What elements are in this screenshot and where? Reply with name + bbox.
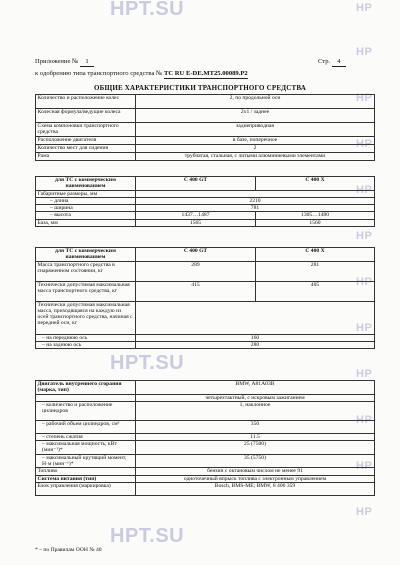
table-row (36, 261, 375, 281)
row-label: – количество и расположение цилиндров (36, 401, 136, 420)
row-label: Технически допустимая максимальная масса, приходящаяся на каждую из осей транспортного средства, начиная с передней оси, кг (36, 301, 136, 334)
table-row (36, 475, 375, 482)
table-row (36, 281, 375, 301)
header-label: для ТС с коммерческим наименованием (36, 177, 136, 191)
table-row (36, 109, 375, 123)
row-label: – степень сжатия (36, 433, 136, 440)
row-label: База, мм (36, 219, 136, 226)
table-row (36, 205, 375, 212)
row-value: заднеприводная (136, 123, 375, 137)
appendix-number: 1 (80, 58, 94, 67)
table-row (36, 482, 375, 495)
watermark-middle: HPT.SU (110, 352, 185, 374)
row-value: 2 (136, 145, 375, 153)
table-row (36, 441, 375, 455)
row-label: – на заднюю ось (36, 341, 136, 348)
table-row (36, 401, 375, 420)
model-header: C 400 X (256, 248, 375, 262)
row-value: 2210 (136, 197, 375, 204)
row-value: 289 (136, 261, 256, 281)
row-value: бензин с октановым числом не менее 91 (136, 468, 375, 475)
row-value: 281 (256, 261, 375, 281)
watermark-side: HP (356, 460, 373, 472)
table-row (36, 219, 375, 226)
row-label: Топливо (36, 468, 136, 475)
appendix-line (35, 58, 94, 67)
table-row (36, 197, 375, 204)
row-value: 1305…1480 (256, 212, 375, 219)
table-row (36, 95, 375, 109)
model-header: C 400 GT (136, 177, 256, 191)
watermark-side: HP (356, 506, 373, 518)
table-row (36, 153, 375, 161)
model-header: C 400 X (256, 177, 375, 191)
row-value (136, 301, 375, 334)
row-label: – рабочий объем цилиндров, см³ (36, 420, 136, 433)
row-label: Рама (36, 153, 136, 161)
row-value: 415 (136, 281, 256, 301)
watermark-side: HP (356, 184, 373, 196)
watermark-side: HP (356, 276, 373, 288)
watermark-side: HP (356, 230, 373, 242)
section-title: ОБЩИЕ ХАРАКТЕРИСТИКИ ТРАНСПОРТНОГО СРЕДСТВА (93, 84, 307, 92)
table-row (36, 468, 375, 475)
page-number: 4 (332, 58, 346, 67)
row-value: 781 (136, 205, 375, 212)
header-label: для ТС с коммерческим наименованием (36, 248, 136, 262)
row-value: 2х1 / заднее (136, 109, 375, 123)
row-label: Блок управления (маркировка) (36, 482, 136, 495)
row-label: Колесная формула/ведущие колеса (36, 109, 136, 123)
table-header-row (36, 248, 375, 262)
row-value: 1565 (136, 219, 256, 226)
table-row (36, 212, 375, 219)
row-label: Схема компоновки транспортного средства (36, 123, 136, 137)
row-value: 25 (7500) (136, 441, 375, 455)
row-label: – ширина (36, 205, 136, 212)
row-value (136, 190, 375, 197)
table-row (36, 334, 375, 341)
row-value: BMW, A81A03B (136, 381, 375, 395)
row-value: 350 (136, 420, 375, 433)
watermark-side: HP (356, 92, 373, 104)
row-label: – высота (36, 212, 136, 219)
row-value: трубчатая, стальная, с литыми алюминиевыми элементами (136, 153, 375, 161)
dimensions-table (35, 176, 375, 227)
row-value: в базе, поперечное (136, 137, 375, 145)
table-row (36, 433, 375, 440)
row-value: четырехтактный, с искровым зажиганием (136, 394, 375, 401)
table-row (36, 137, 375, 145)
row-value: 1437…1487 (136, 212, 256, 219)
row-value: 1560 (256, 219, 375, 226)
table-row (36, 454, 375, 468)
watermark-top: HPT.SU (110, 0, 185, 20)
watermark-side: HP (356, 2, 373, 14)
approval-line (35, 70, 248, 79)
row-label: Количество и расположение колес (36, 95, 136, 109)
footnote: * – по Правилам ООН № 40 (35, 547, 102, 553)
row-label: Расположение двигателя (36, 137, 136, 145)
row-value: 35 (5750) (136, 454, 375, 468)
row-value: одноточечный впрыск топлива с электронным управлением (136, 475, 375, 482)
table-header-row (36, 177, 375, 191)
row-label: Технически допустимая максимальная масса транспортного средства, кг (36, 281, 136, 301)
row-value: 280 (136, 341, 375, 348)
appendix-label: Приложение № (35, 58, 79, 65)
row-value: Bosch, BMS-ME; BMW, 8 406 359 (136, 482, 375, 495)
table-row (36, 190, 375, 197)
watermark-side: HP (356, 138, 373, 150)
row-label: – на переднюю ось (36, 334, 136, 341)
row-value: 2, по продольной оси (136, 95, 375, 109)
table-row (36, 145, 375, 153)
table-row (36, 381, 375, 395)
table-row (36, 420, 375, 433)
row-value: 405 (256, 281, 375, 301)
watermark-side: HP (356, 322, 373, 334)
page-line (318, 58, 346, 67)
row-label: Количество мест для сидения (36, 145, 136, 153)
approval-number: ТС RU E-DE.МТ25.00089.Р2 (163, 70, 248, 77)
row-label: – длина (36, 197, 136, 204)
row-label: Масса транспортного средства в снаряженном состоянии, кг (36, 261, 136, 281)
table-row (36, 301, 375, 334)
table-row (36, 394, 375, 401)
watermark-bottom: HPT.SU (110, 525, 185, 547)
general-table (35, 94, 375, 161)
row-label: – максимальный крутящий момент, Н·м (мин⁻¹)* (36, 454, 136, 468)
watermark-side: HP (356, 368, 373, 380)
approval-label: к одобрению типа транспортного средства № (35, 70, 163, 77)
row-label: Система питания (тип) (36, 475, 136, 482)
table-row (36, 123, 375, 137)
table-row (36, 341, 375, 348)
row-label: – максимальная мощность, кВт (мин⁻¹)* (36, 441, 136, 455)
page-label: Стр. (318, 58, 331, 65)
mass-table (35, 247, 375, 349)
row-label: Габаритные размеры, мм (36, 190, 136, 197)
watermark-side: HP (356, 46, 373, 58)
row-value: 11.5 (136, 433, 375, 440)
engine-table (35, 380, 375, 496)
model-header: C 400 GT (136, 248, 256, 262)
row-value: 160 (136, 334, 375, 341)
watermark-side: HP (356, 414, 373, 426)
row-value: 1, наклонное (136, 401, 375, 420)
row-label (36, 394, 136, 401)
row-label: Двигатель внутреннего сгорания (марка, тип) (36, 381, 136, 395)
